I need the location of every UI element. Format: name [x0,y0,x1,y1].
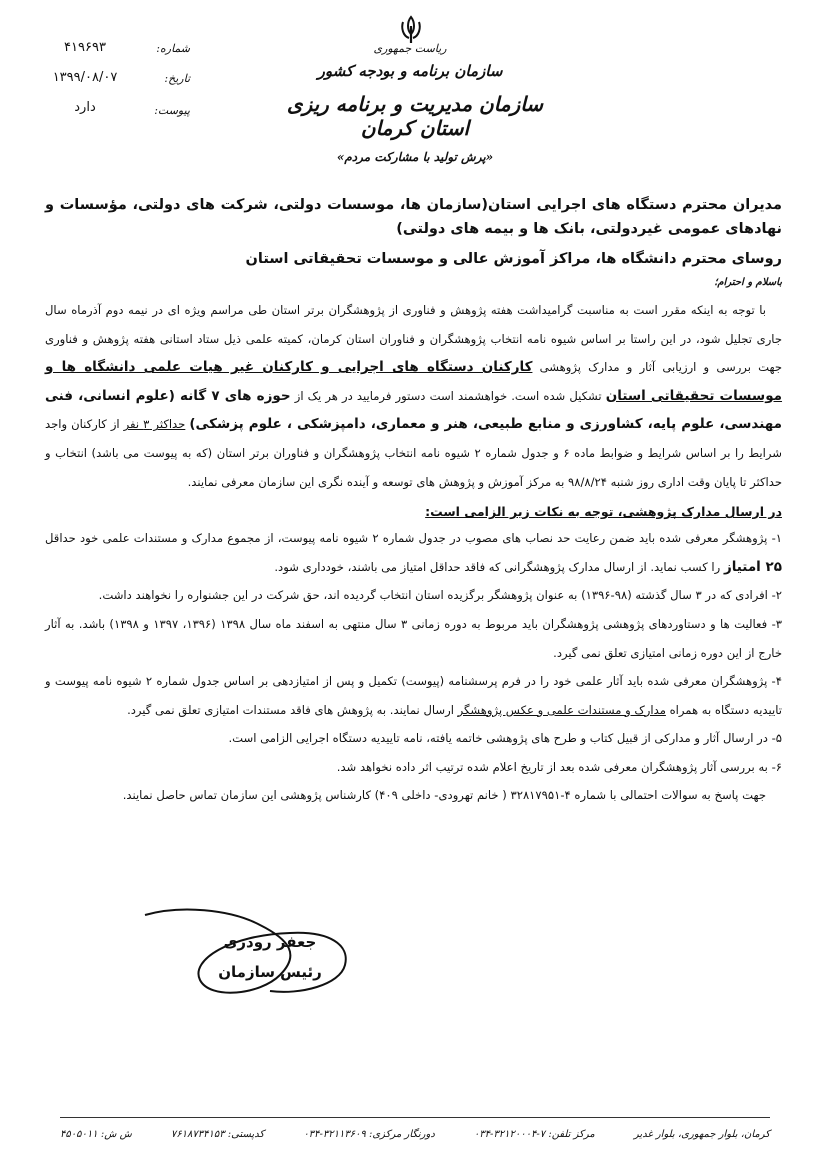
note-item: ۳- فعالیت ها و دستاوردهای پژوهشی پژوهشگران باید مربوط به دوره زمانی ۳ سال منتهی به اسفند ماه سال ۱۳۹۸ (۱۳۹۶، ۱۳۹۷ و ۱۳۹۸) باشد. به آثار خارج از این دوره زمانی امتیازی تعلق نمی گیرد. [45,616,782,660]
note-text: ارسال نمایند. به پژوهش های فاقد مستندات امتیازی تعلق نمی گیرد. [127,702,454,717]
letter-body [45,193,782,808]
signatory-name: جعفر رودری [223,933,317,951]
contact-paragraph: جهت پاسخ به سوالات احتمالی با شماره ۴-۳۲۸۱۷۹۵۱ ( خانم تهرودی- داخلی ۴۰۹) کارشناس پژوهشی این سازمان تماس حاصل نمایند. [122,787,766,802]
notes-list [45,524,782,781]
note-item [45,524,782,581]
attachment-value: دارد [74,100,96,115]
main-paragraph-part: از کارکنان واجد شرایط را بر اساس شرایط و ضوابط ماده ۶ و جدول شماره ۲ شیوه نامه انتخاب پژوهشگران و فناوران برتر استان (که به پیوست می باشد) انتخاب و حداکثر تا پایان وقت اداری روز شنبه ۹۸/۸/۲۴ به مرکز آموزش و پژوهش های توسعه و آینده نگری این سازمان معرفی نمایند. [45,417,782,489]
note-item: ۶- به بررسی آثار پژوهشگران معرفی شده بعد از تاریخ اعلام شده ترتیب اثر داده نخواهد شد. [336,759,782,774]
footer-national-id: ش ش: ۴۵۰۵۰۱۱ [60,1129,132,1140]
research-fields-emphasis: حوزه های ۷ گانه (علوم انسانی، فنی مهندسی، علوم پایه، کشاورزی و منابع طبیعی، هنر و معماری، دامپزشکی ، علوم پزشکی) [45,387,782,433]
year-slogan: «پرش تولید با مشارکت مردم» [336,150,494,164]
letter-date-value: ۱۳۹۹/۰۸/۰۷ [52,70,118,85]
letter-number-label: شماره: [156,42,190,55]
recipients-primary: مدیران محترم دستگاه های اجرایی استان(سازمان ها، موسسات دولتی، شرکت های دولتی، مؤسسات و نهادهای عمومی غیردولتی، بانک ها و بیمه های دولتی) [45,197,782,237]
note-text: را کسب نماید. از ارسال مدارک پژوهشگرانی که فاقد حداقل امتیاز می باشند، خودداری شود. [274,559,721,574]
footer-postal-code: کدپستی: ۷۶۱۸۷۳۴۱۵۳ [170,1129,265,1140]
note-item: ۵- در ارسال آثار و مدارکی از قبیل کتاب و طرح های پژوهشی خاتمه یافته، نامه تاییدیه دستگاه اجرایی الزامی است. [228,731,782,746]
footer-divider [60,1117,770,1118]
main-paragraph-part: تشکیل شده است. خواهشمند است دستور فرمایید در هر یک از [294,388,602,403]
salutation: باسلام و احترام؛ [714,277,782,288]
attachment-label: پیوست: [154,104,190,117]
letter-number-value: ۴۱۹۶۹۳ [64,40,106,55]
max-nominees: حداکثر ۳ نفر [123,417,186,432]
footer-address: کرمان، بلوار جمهوری، بلوار غدیر [633,1129,770,1140]
letter-date-label: تاریخ: [164,72,190,85]
note-item [45,667,782,724]
main-paragraph [45,296,782,496]
note-item: ۲- افرادی که در ۳ سال گذشته (۹۸-۱۳۹۶) به عنوان پژوهشگر برگزیده استان انتخاب گردیده اند، حق شرکت در این جشنواره را نخواهند داشت. [98,588,782,603]
target-staff-emphasis: کارکنان دستگاه های اجرایی و کارکنان غیر هیات علمی دانشگاه ها و موسسات تحقیقاتی استان [45,359,783,404]
recipients-secondary: روسای محترم دانشگاه ها، مراکز آموزش عالی و موسسات تحقیقاتی استان [245,251,782,267]
presidency-label: ریاست جمهوری [373,42,447,55]
national-org-name: سازمان برنامه و بودجه کشور [317,62,503,80]
main-paragraph-part: با توجه به اینکه مقرر است به مناسبت گرامیداشت هفته پژوهش و فناوری از پژوهشگران برتر استان طی مراسم ویژه ای در نیمه دوم آذرماه سال جاری تجلیل شود، در این راستا بر اساس شیوه نامه انتخاب پژوهشگران و فناوران استان کرمان، کمیته علمی ذیل ستاد استانی هفته پژوهش و فناوری جهت بررسی و ارزیابی آثار و مدارک پژوهشی [45,303,783,375]
documents-emphasis: مدارک و مستندات علمی و عکس پژوهشگر [457,702,666,717]
signatory-title: رئیس سازمان [218,963,322,981]
provincial-org-name: سازمان مدیریت و برنامه ریزی استان کرمان [286,92,544,140]
note-text: ۱- پژوهشگر معرفی شده باید ضمن رعایت حد نصاب های مصوب در جدول شماره ۲ شیوه نامه پیوست، از مجموع مدارک و مستندات علمی خود حداقل [45,531,782,546]
min-score-emphasis: ۲۵ امتیاز [723,558,782,575]
footer-phone: مرکز تلفن: ۷-۳۲۱۲۰۰۰۴-۰۳۴ [473,1129,595,1140]
note-text: ۴- پژوهشگران معرفی شده باید آثار علمی خود را در فرم پرسشنامه (پیوست) تکمیل و پس از امتیازدهی بر اساس جدول شماره ۲ شیوه نامه پیوست و تاییدیه دستگاه به همراه [45,674,782,717]
footer-fax: دورنگار مرکزی: ۳۲۱۱۳۶۰۹-۰۳۴ [303,1129,435,1140]
notes-heading: در ارسال مدارک پژوهشی، توجه به نکات زیر الزامی است: [425,504,782,520]
footer [60,1129,770,1140]
